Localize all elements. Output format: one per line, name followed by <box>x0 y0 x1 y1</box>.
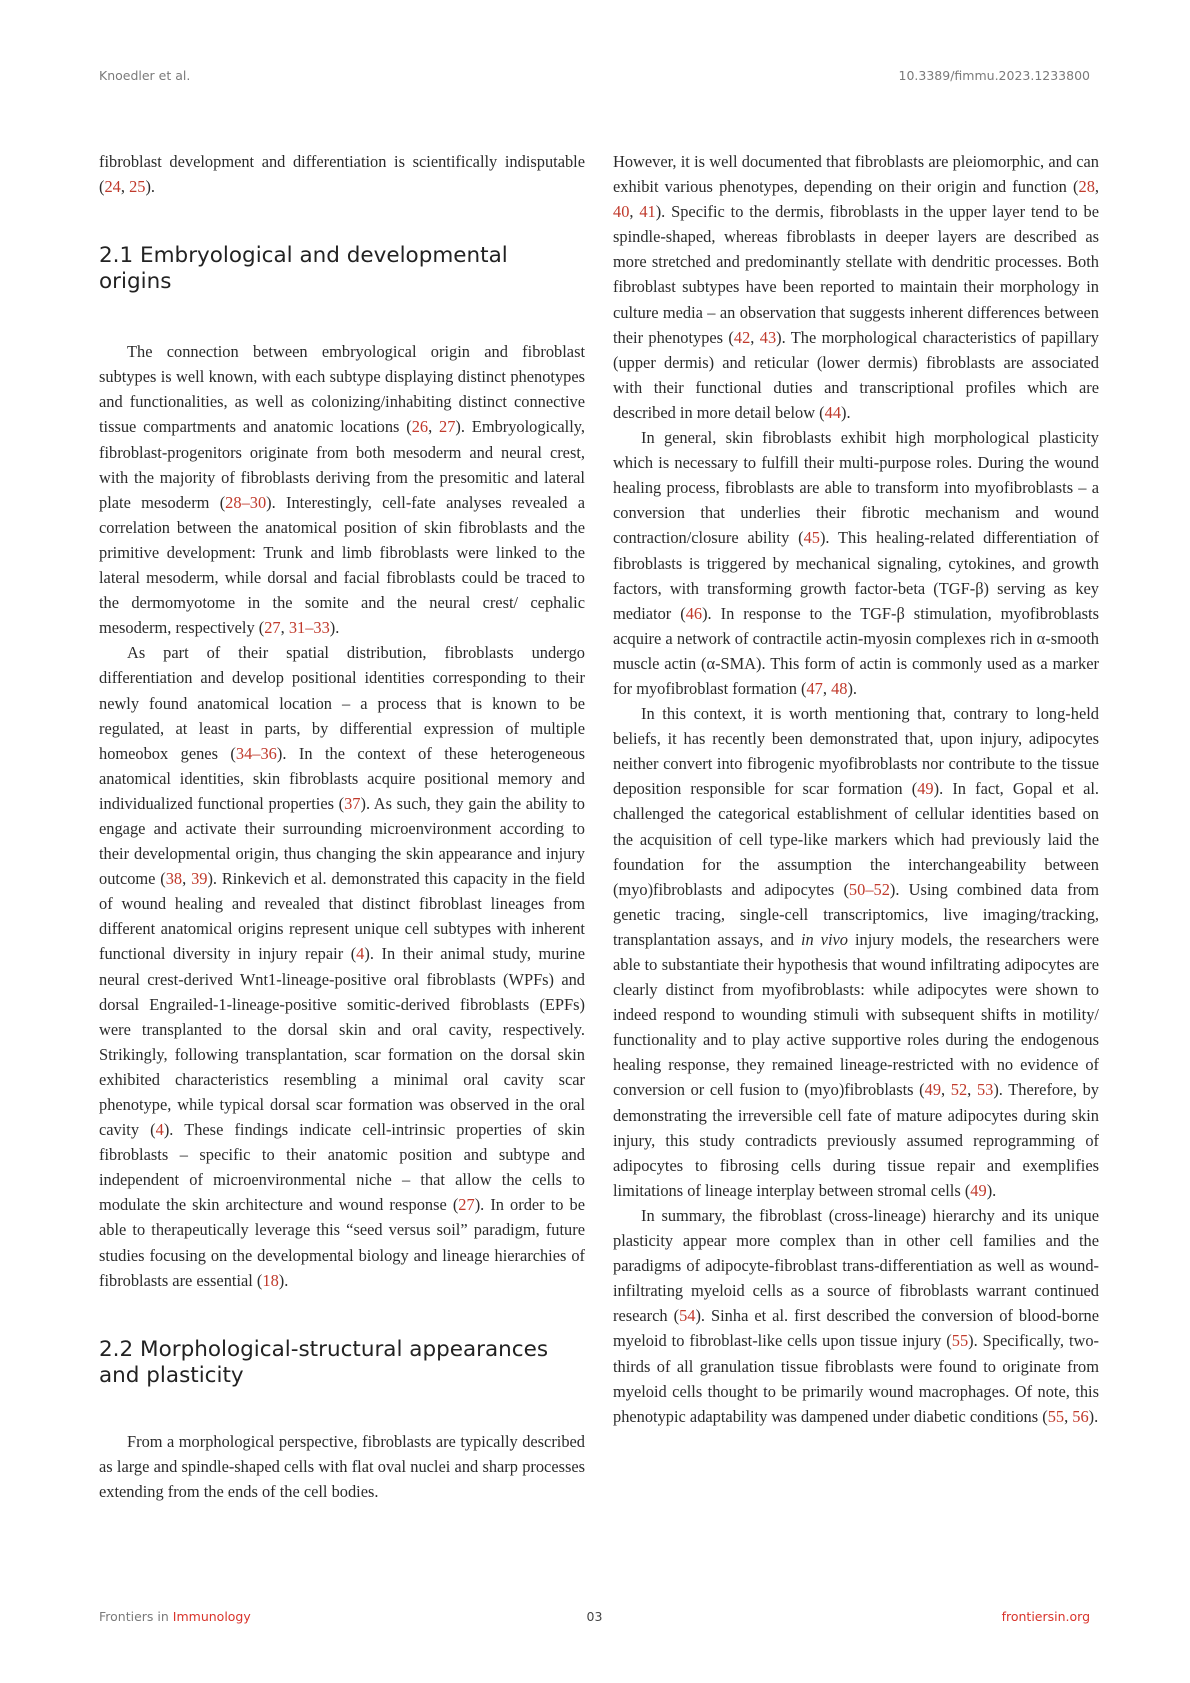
citation-link[interactable]: 47 <box>806 678 823 698</box>
footer-site-link[interactable]: frontiersin.org <box>1001 1609 1090 1624</box>
citation-link[interactable]: 49 <box>970 1180 987 1200</box>
running-head <box>99 68 1090 86</box>
paragraph: The connection between embryological origin and fibroblast subtypes is well known, with each subtype displaying distinct phenotypes and functionalities, as well as colonizing/inhabiting distinct connective tissue compartments and anatomic locations (26, 27). Embryologically, fibroblast-progenitors originate from both mesoderm and neural crest, with the majority of fibroblasts deriving from the presomitic and lateral plate mesoderm (28–30). Interestingly, cell-fate analyses revealed a correlation between the anatomical position of skin fibroblasts and the primitive development: Trunk and limb fibroblasts were linked to the lateral mesoderm, while dorsal and facial fibroblasts could be traced to the dermomyotome in the somite and the neural crest/ cephalic mesoderm, respectively (27, 31–33). <box>99 342 585 638</box>
citation-link[interactable]: 49 <box>917 779 934 799</box>
paragraph: In summary, the fibroblast (cross-lineage) hierarchy and its unique plasticity appear more complex than in other cell families and the paradigms of adipocyte-fibroblast trans-differentiation as well as wound-infiltrating myeloid cells as a source of fibroblasts warrant continued research (54). Sinha et al. first described the conversion of blood-borne myeloid to fibroblast-like cells upon tissue injury (55). Specifically, two-thirds of all granulation tissue fibroblasts were found to originate from myeloid cells thought to be primarily wound macrophages. Of note, this phenotypic adaptability was dampened under diabetic conditions (55, 56). <box>613 1205 1100 1426</box>
citation-link[interactable]: 55 <box>951 1331 969 1351</box>
citation-link[interactable]: 25 <box>129 177 146 197</box>
citation-link[interactable]: 4 <box>155 1120 164 1140</box>
citation-link[interactable]: 27 <box>264 618 281 638</box>
citation-link[interactable]: 37 <box>344 793 361 813</box>
left-column <box>99 149 585 1504</box>
footer-journal-name: Immunology <box>172 1609 251 1624</box>
paragraph: However, it is well documented that fibroblasts are pleiomorphic, and can exhibit various phenotypes, depending on their origin and function (28, 40, 41). Specific to the dermis, fibroblasts in the upper layer tend to be spindle-shaped, whereas fibroblasts in deeper layers are described as more stretched and predominantly stellate with dendritic processes. Both fibroblast subtypes have been reported to maintain their morphology in culture media – an observation that suggests inherent differences between their phenotypes (42, 43). The morphological characteristics of papillary (upper dermis) and reticular (lower dermis) fibroblasts are associated with their functional duties and transcriptional profiles which are described in more detail below (44). <box>613 152 1099 422</box>
footer-journal-prefix: Frontiers in <box>99 1609 173 1624</box>
citation-link[interactable]: 28–30 <box>225 492 267 512</box>
citation-link[interactable]: 40 <box>613 202 630 222</box>
citation-link[interactable]: 42 <box>733 327 751 347</box>
citation-link[interactable]: 43 <box>759 327 777 347</box>
citation-link[interactable]: 52 <box>950 1080 968 1100</box>
citation-link[interactable]: 34–36 <box>235 743 277 763</box>
citation-link[interactable]: 27 <box>439 417 456 437</box>
citation-link[interactable]: 46 <box>685 603 703 623</box>
citation-link[interactable]: 38 <box>165 869 183 889</box>
citation-link[interactable]: 54 <box>679 1306 696 1326</box>
running-head-authors: Knoedler et al. <box>99 68 191 83</box>
page-footer <box>99 1609 1090 1627</box>
italic-term: in vivo <box>800 929 848 949</box>
running-head-doi[interactable]: 10.3389/fimmu.2023.1233800 <box>898 68 1090 83</box>
citation-link[interactable]: 56 <box>1072 1406 1089 1426</box>
paragraph: As part of their spatial distribution, fibroblasts undergo differentiation and develop positional identities corresponding to their newly found anatomical location – a process that is known to be regulated, at least in parts, by differential expression of multiple homeobox genes (34–36). In the context of these heterogeneous anatomical identities, skin fibroblasts acquire positional memory and individualized functional properties (37). As such, they gain the ability to engage and activate their surrounding microenvironment according to their developmental origin, thus changing the skin appearance and injury outcome (38, 39). Rinkevich et al. demonstrated this capacity in the field of wound healing and revealed that distinct fibroblast lineages from different anatomical origins represent unique cell subtypes with inherent functional diversity in injury repair (4). In their animal study, murine neural crest-derived Wnt1-lineage-positive oral fibroblasts (WPFs) and dorsal Engrailed-1-lineage-positive somitic-derived fibroblasts (EPFs) were transplanted to the dorsal skin and oral cavity, respectively. Strikingly, following transplantation, scar formation on the dorsal skin exhibited characteristics resembling a minimal oral cavity scar phenotype, while typical dorsal scar formation was observed in the oral cavity (4). These findings indicate cell-intrinsic properties of skin fibroblasts – specific to their anatomic position and subtype and independent of microenvironmental niche – that allow the cells to modulate the skin architecture and wound response (27). In order to be able to therapeutically leverage this “seed versus soil” paradigm, future studies focusing on the developmental biology and lineage hierarchies of fibroblasts are essential (18). <box>99 643 586 1290</box>
citation-link[interactable]: 26 <box>411 417 429 437</box>
section-heading: 2.2 Morphological-structural appearances and plasticity <box>99 1336 549 1388</box>
paragraph: From a morphological perspective, fibroblasts are typically described as large and spindle-shaped cells with flat oval nuclei and sharp processes extending from the ends of the cell bodies. <box>99 1431 585 1501</box>
citation-link[interactable]: 18 <box>262 1270 279 1290</box>
citation-link[interactable]: 4 <box>356 944 365 964</box>
citation-link[interactable]: 44 <box>824 402 842 422</box>
footer-page-number: 03 <box>586 1609 603 1624</box>
citation-link[interactable]: 53 <box>976 1080 994 1100</box>
right-column <box>613 149 1099 1429</box>
citation-link[interactable]: 31–33 <box>288 618 330 638</box>
citation-link[interactable]: 41 <box>639 202 656 222</box>
paragraph: fibroblast development and differentiation is scientifically indisputable (24, 25). <box>99 152 585 197</box>
citation-link[interactable]: 39 <box>191 869 208 889</box>
citation-link[interactable]: 28 <box>1078 177 1095 197</box>
citation-link[interactable]: 49 <box>924 1080 942 1100</box>
citation-link[interactable]: 27 <box>458 1195 475 1215</box>
citation-link[interactable]: 50–52 <box>848 879 890 899</box>
citation-link[interactable]: 24 <box>104 177 121 197</box>
section-heading: 2.1 Embryological and developmental origins <box>99 243 508 295</box>
paragraph: In general, skin fibroblasts exhibit high morphological plasticity which is necessary to fulfill their multi-purpose roles. During the wound healing process, fibroblasts are able to transform into myofibroblasts – a conversion that underlies their fibrotic mechanism and wound contraction/closure ability (45). This healing-related differentiation of fibroblasts is triggered by mechanical signaling, cytokines, and growth factors, with transforming growth factor-beta (TGF-β) serving as key mediator (46). In response to the TGF-β stimulation, myofibroblasts acquire a network of contractile actin-myosin complexes rich in α-smooth muscle actin (α-SMA). This form of actin is commonly used as a marker for myofibroblast formation (47, 48). <box>613 428 1099 698</box>
paragraph: In this context, it is worth mentioning that, contrary to long-held beliefs, it has recently been demonstrated that, upon injury, adipocytes neither convert into fibrogenic myofibroblasts nor contribute to the tissue deposition responsible for scar formation (49). In fact, Gopal et al. challenged the categorical establishment of cellular identities based on the acquisition of cell type-like markers which had previously laid the foundation for the assumption the interchangeability between (myo)fibroblasts and adipocytes (50–52). Using combined data from genetic tracing, single-cell transcriptomics, live imaging/tracking, transplantation assays, and in vivo injury models, the researchers were able to substantiate their hypothesis that wound infiltrating adipocytes are clearly distinct from myofibroblasts: while adipocytes were shown to indeed respond to wounding stimuli with subsequent shifts in motility/ functionality and to play active supportive roles during the endogenous healing response, they remained lineage-restricted with no evidence of conversion or cell fusion to (myo)fibroblasts (49, 52, 53). Therefore, by demonstrating the irreversible cell fate of mature adipocytes during skin injury, this study contradicts previously assumed reprogramming of adipocytes to fibrosing cells during tissue repair and exemplifies limitations of lineage interplay between stromal cells (49). <box>613 704 1100 1200</box>
citation-link[interactable]: 45 <box>803 528 820 548</box>
citation-link[interactable]: 48 <box>831 678 848 698</box>
citation-link[interactable]: 55 <box>1047 1406 1065 1426</box>
